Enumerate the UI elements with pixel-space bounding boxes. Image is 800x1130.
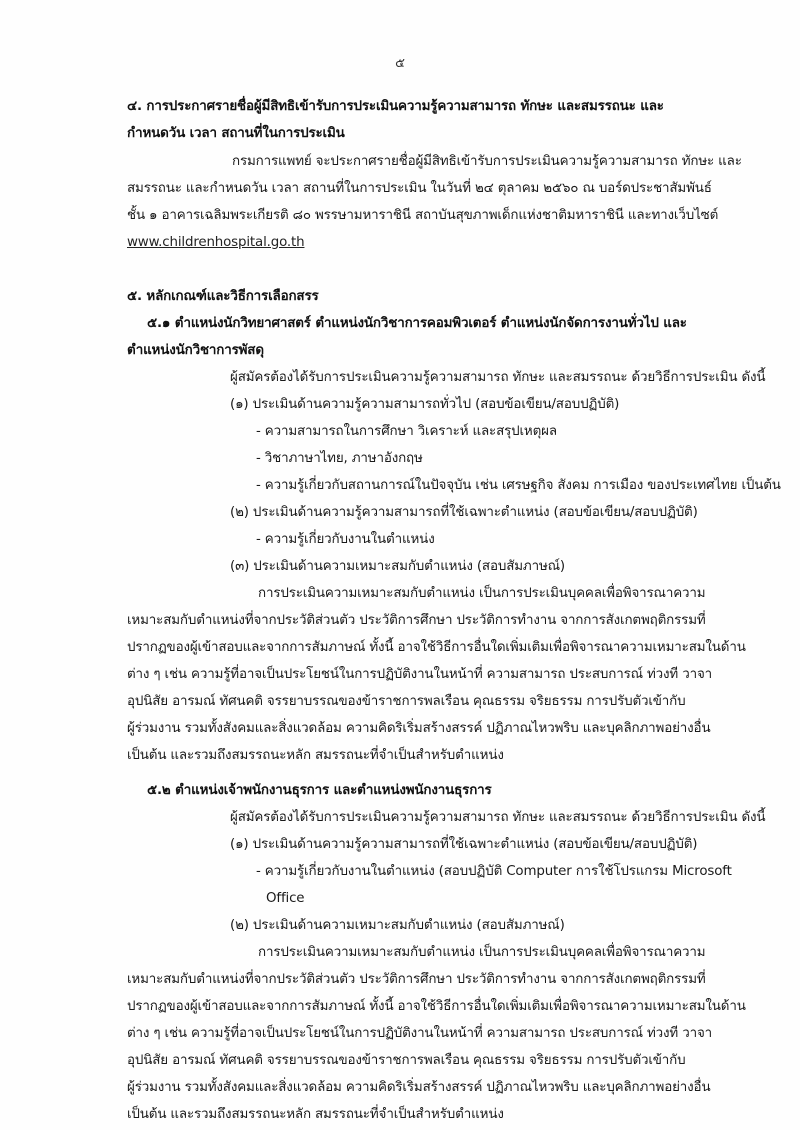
criteria-subitem: - ความรู้เกี่ยวกับงานในตำแหน่ง (สอบปฏิบัติ Computer การใช้โปรแกรม Microsoft bbox=[256, 864, 732, 879]
section-5-1-heading: ๕.๑ ตำแหน่งนักวิทยาศาสตร์ ตำแหน่งนักวิชาการคอมพิวเตอร์ ตำแหน่งนักจัดการงานทั่วไป และ bbox=[147, 316, 687, 331]
assessment-paragraph-line: การประเมินความเหมาะสมกับตำแหน่ง เป็นการประเมินบุคคลเพื่อพิจารณาความ bbox=[258, 945, 706, 960]
website-link[interactable]: www.childrenhospital.go.th bbox=[127, 235, 305, 250]
criteria-item: (๑) ประเมินด้านความรู้ความสามารถที่ใช้เฉพาะตำแหน่ง (สอบข้อเขียน/สอบปฏิบัติ) bbox=[230, 837, 698, 852]
criteria-subitem-cont: Office bbox=[266, 891, 305, 906]
criteria-subitem: - ความรู้เกี่ยวกับงานในตำแหน่ง bbox=[256, 532, 435, 547]
section-4-body-line: ชั้น ๑ อาคารเฉลิมพระเกียรติ ๘๐ พรรษามหาราชินี สถาบันสุขภาพเด็กแห่งชาติมหาราชินี และทางเว็บไซต์ bbox=[127, 208, 719, 223]
section-5-2-heading: ๕.๒ ตำแหน่งเจ้าพนักงานธุรการ และตำแหน่งพนักงานธุรการ bbox=[147, 783, 492, 798]
criteria-subitem: - ความสามารถในการศึกษา วิเคราะห์ และสรุปเหตุผล bbox=[256, 424, 557, 439]
criteria-item: (๑) ประเมินด้านความรู้ความสามารถทั่วไป (สอบข้อเขียน/สอบปฏิบัติ) bbox=[230, 397, 620, 412]
page-number: ๕ bbox=[395, 56, 405, 71]
assessment-paragraph-line: อุปนิสัย อารมณ์ ทัศนคติ จรรยาบรรณของข้าราชการพลเรือน คุณธรรม จริยธรรม การปรับตัวเข้ากับ bbox=[127, 694, 686, 709]
criteria-item: (๒) ประเมินด้านความเหมาะสมกับตำแหน่ง (สอบสัมภาษณ์) bbox=[230, 918, 565, 933]
criteria-subitem: - วิชาภาษาไทย, ภาษาอังกฤษ bbox=[256, 451, 423, 466]
assessment-paragraph-line: ต่าง ๆ เช่น ความรู้ที่อาจเป็นประโยชน์ในการปฏิบัติงานในหน้าที่ ความสามารถ ประสบการณ์ ท่วงที วาจา bbox=[127, 1026, 713, 1041]
section-4-body-line: สมรรถนะ และกำหนดวัน เวลา สถานที่ในการประเมิน ในวันที่ ๒๔ ตุลาคม ๒๕๖๐ ณ บอร์ดประชาสัมพันธ์ bbox=[127, 181, 712, 196]
assessment-paragraph-line: ผู้ร่วมงาน รวมทั้งสังคมและสิ่งแวดล้อม ความคิดริเริ่มสร้างสรรค์ ปฏิภาณไหวพริบ และบุคลิกภาพอย่างอื่น bbox=[127, 1080, 711, 1095]
assessment-paragraph-line: ผู้ร่วมงาน รวมทั้งสังคมและสิ่งแวดล้อม ความคิดริเริ่มสร้างสรรค์ ปฏิภาณไหวพริบ และบุคลิกภาพอย่างอื่น bbox=[127, 721, 711, 736]
section-4-heading-cont: กำหนดวัน เวลา สถานที่ในการประเมิน bbox=[127, 126, 345, 141]
criteria-item: (๒) ประเมินด้านความรู้ความสามารถที่ใช้เฉพาะตำแหน่ง (สอบข้อเขียน/สอบปฏิบัติ) bbox=[230, 505, 698, 520]
assessment-paragraph-line: เป็นต้น และรวมถึงสมรรถนะหลัก สมรรถนะที่จำเป็นสำหรับตำแหน่ง bbox=[127, 1107, 504, 1122]
section-4-heading: ๔. การประกาศรายชื่อผู้มีสิทธิเข้ารับการประเมินความรู้ความสามารถ ทักษะ และสมรรถนะ และ bbox=[127, 99, 664, 114]
assessment-paragraph-line: เหมาะสมกับตำแหน่งที่จากประวัติส่วนตัว ประวัติการศึกษา ประวัติการทำงาน จากการสังเกตพฤติกรรมที่ bbox=[127, 972, 706, 987]
section-5-1-intro: ผู้สมัครต้องได้รับการประเมินความรู้ความสามารถ ทักษะ และสมรรถนะ ด้วยวิธีการประเมิน ดังนี้ bbox=[230, 370, 766, 385]
assessment-paragraph-line: ปรากฏของผู้เข้าสอบและจากการสัมภาษณ์ ทั้งนี้ อาจใช้วิธีการอื่นใดเพิ่มเติมเพื่อพิจารณาความเหมาะสมในด้าน bbox=[127, 999, 746, 1014]
assessment-paragraph-line: อุปนิสัย อารมณ์ ทัศนคติ จรรยาบรรณของข้าราชการพลเรือน คุณธรรม จริยธรรม การปรับตัวเข้ากับ bbox=[127, 1053, 686, 1068]
section-4-body-line: กรมการแพทย์ จะประกาศรายชื่อผู้มีสิทธิเข้ารับการประเมินความรู้ความสามารถ ทักษะ และ bbox=[232, 154, 742, 169]
assessment-paragraph-line: เป็นต้น และรวมถึงสมรรถนะหลัก สมรรถนะที่จำเป็นสำหรับตำแหน่ง bbox=[127, 748, 504, 763]
section-5-heading: ๕. หลักเกณฑ์และวิธีการเลือกสรร bbox=[127, 289, 319, 304]
assessment-paragraph-line: เหมาะสมกับตำแหน่งที่จากประวัติส่วนตัว ประวัติการศึกษา ประวัติการทำงาน จากการสังเกตพฤติกรรมที่ bbox=[127, 613, 706, 628]
section-5-2-intro: ผู้สมัครต้องได้รับการประเมินความรู้ความสามารถ ทักษะ และสมรรถนะ ด้วยวิธีการประเมิน ดังนี้ bbox=[230, 810, 766, 825]
assessment-paragraph-line: การประเมินความเหมาะสมกับตำแหน่ง เป็นการประเมินบุคคลเพื่อพิจารณาความ bbox=[258, 586, 706, 601]
section-5-1-heading-cont: ตำแหน่งนักวิชาการพัสดุ bbox=[127, 343, 264, 358]
criteria-subitem: - ความรู้เกี่ยวกับสถานการณ์ในปัจจุบัน เช่น เศรษฐกิจ สังคม การเมือง ของประเทศไทย เป็นต้น bbox=[256, 478, 781, 493]
assessment-paragraph-line: ต่าง ๆ เช่น ความรู้ที่อาจเป็นประโยชน์ในการปฏิบัติงานในหน้าที่ ความสามารถ ประสบการณ์ ท่วงที วาจา bbox=[127, 667, 713, 682]
assessment-paragraph-line: ปรากฏของผู้เข้าสอบและจากการสัมภาษณ์ ทั้งนี้ อาจใช้วิธีการอื่นใดเพิ่มเติมเพื่อพิจารณาความเหมาะสมในด้าน bbox=[127, 640, 746, 655]
criteria-item: (๓) ประเมินด้านความเหมาะสมกับตำแหน่ง (สอบสัมภาษณ์) bbox=[230, 559, 565, 574]
